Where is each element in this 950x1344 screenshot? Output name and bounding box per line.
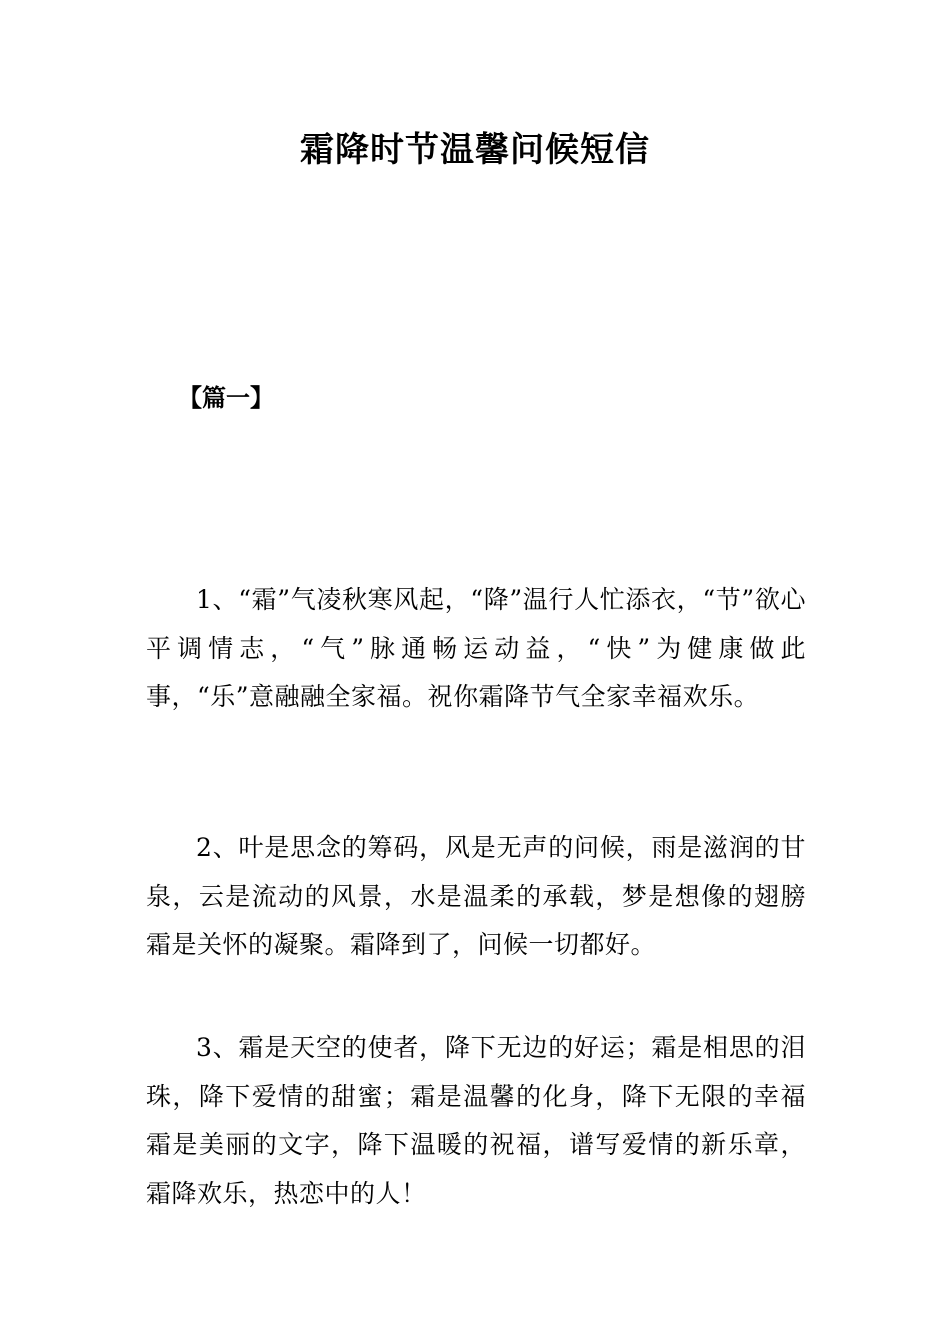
paragraph-2: 2、叶是思念的筹码，风是无声的问候，雨是滋润的甘泉，云是流动的风景，水是温柔的承载，梦是想像的翅膀霜是关怀的凝聚。霜降到了，问候一切都好。	[146, 833, 806, 959]
page-title: 霜降时节温馨问候短信	[300, 130, 650, 170]
paragraph-3: 3、霜是天空的使者，降下无边的好运；霜是相思的泪珠，降下爱情的甜蜜；霜是温馨的化身，降下无限的幸福霜是美丽的文字，降下温暖的祝福，谱写爱情的新乐章，霜降欢乐，热恋中的人！	[146, 1033, 806, 1208]
paragraph-1: 1、“霜”气凌秋寒风起，“降”温行人忙添衣，“节”欲心平调情志，“气”脉通畅运动益，“快”为健康做此事，“乐”意融融全家福。祝你霜降节气全家幸福欢乐。	[146, 585, 806, 711]
section-heading: 【篇一】	[178, 383, 274, 412]
